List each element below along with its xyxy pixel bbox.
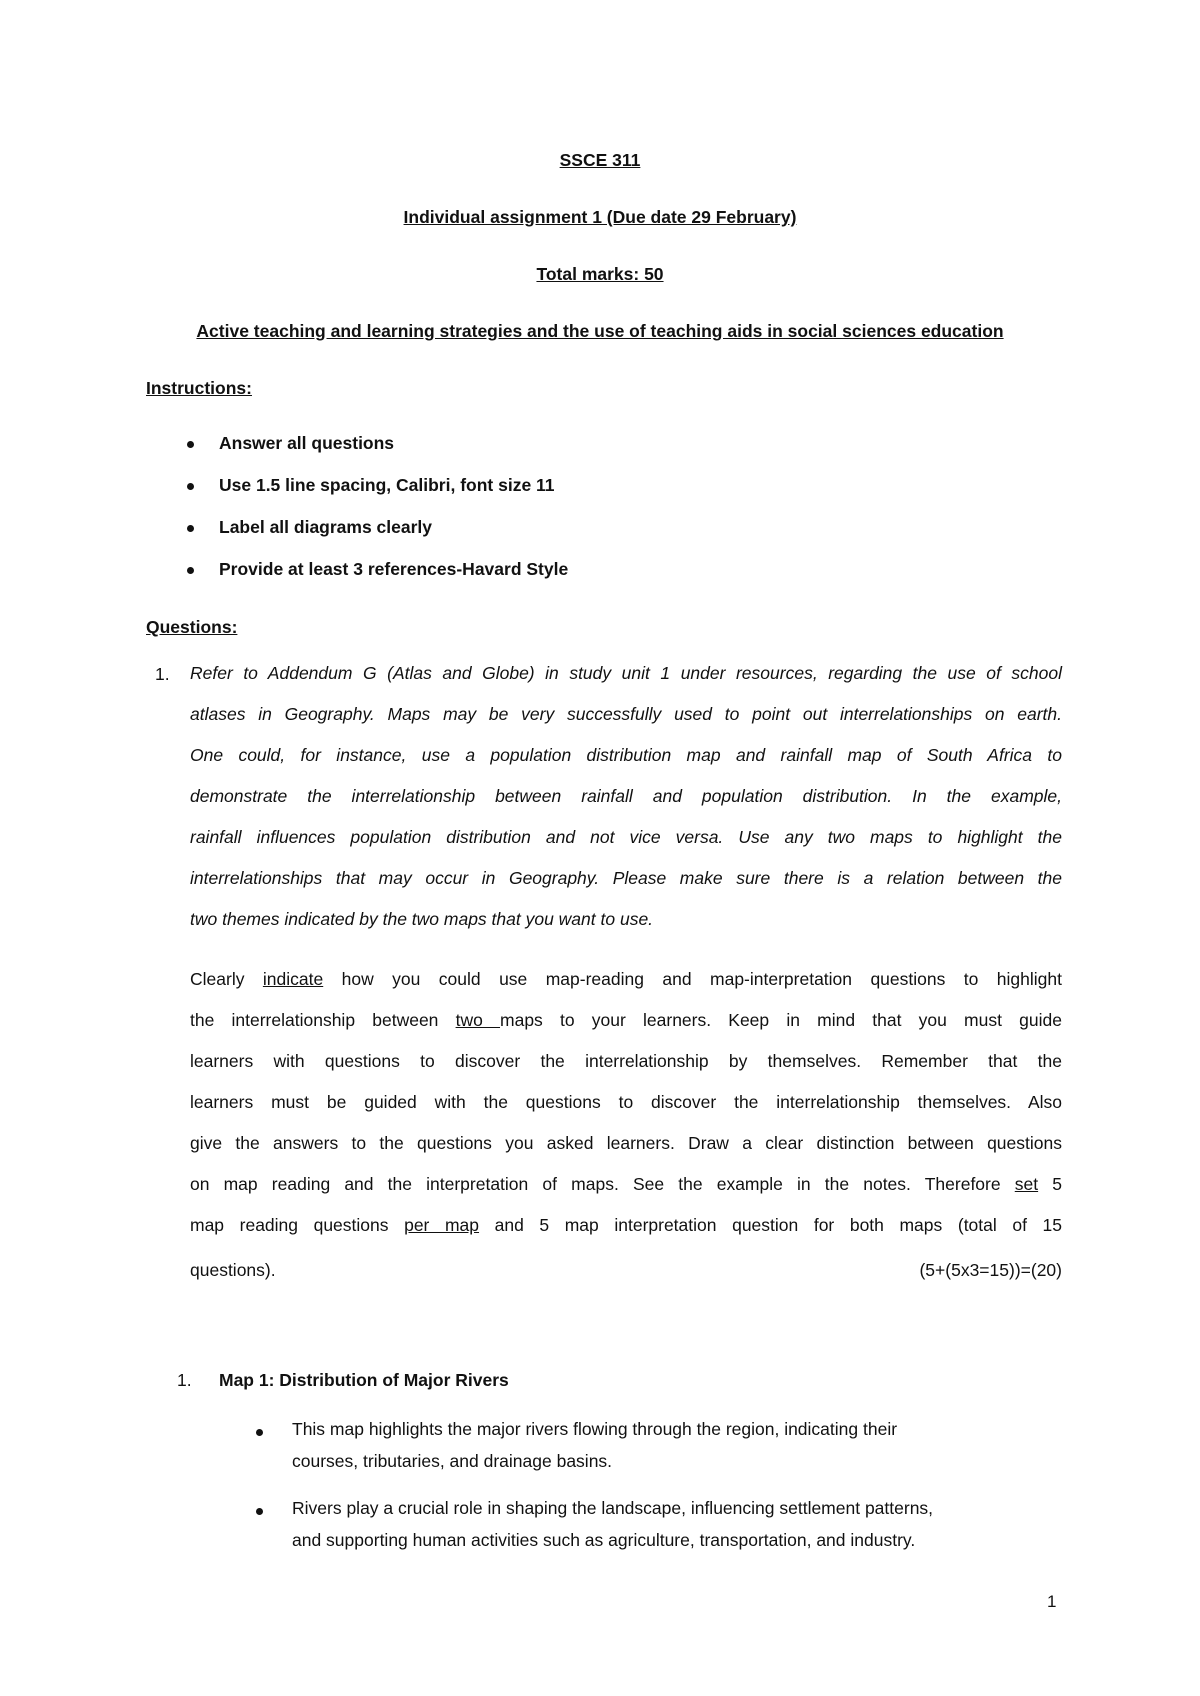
marks-allocation: (5+(5x3=15))=(20)	[919, 1260, 1062, 1280]
instructions-heading: Instructions:	[146, 378, 252, 398]
text-line: Clearly indicate how you could use map-reading and map-interpretation questions to highlight	[190, 969, 1062, 989]
text-line: This map highlights the major rivers flowing through the region, indicating their	[292, 1419, 898, 1439]
underlined-word: set	[1014, 1174, 1039, 1194]
course-code: SSCE 311	[559, 150, 641, 170]
text-line: courses, tributaries, and drainage basins.	[292, 1451, 613, 1471]
bullet-dot-icon	[187, 567, 194, 574]
questions-heading: Questions:	[146, 617, 238, 637]
text-line: give the answers to the questions you asked learners. Draw a clear distinction between questions	[190, 1133, 1062, 1153]
bullet-dot-icon	[187, 441, 194, 448]
text-line: and supporting human activities such as agriculture, transportation, and industry.	[292, 1530, 916, 1550]
text-line: learners must be guided with the questions to discover the interrelationship themselves. Also	[190, 1092, 1062, 1112]
text-line: rainfall influences population distribution and not vice versa. Use any two maps to highlight the	[190, 827, 1062, 847]
underlined-word: per map	[404, 1215, 480, 1235]
instruction-item: Answer all questions	[219, 433, 395, 453]
text-line: atlases in Geography. Maps may be very successfully used to point out interrelationships on earth.	[190, 704, 1062, 724]
question-1-text	[190, 653, 1062, 940]
question-number: 1.	[155, 664, 170, 684]
text-line: One could, for instance, use a population distribution map and rainfall map of South Africa to	[190, 745, 1062, 765]
text-line: map reading questions per map and 5 map interpretation question for both maps (total of 15	[190, 1215, 1063, 1235]
bullet-dot-icon	[256, 1508, 263, 1515]
bullet-dot-icon	[187, 483, 194, 490]
answer-number: 1.	[177, 1370, 192, 1390]
text-line: the interrelationship between two maps to your learners. Keep in mind that you must guide	[190, 1010, 1062, 1030]
topic-title: Active teaching and learning strategies and the use of teaching aids in social sciences education	[196, 321, 1004, 341]
text-line: on map reading and the interpretation of maps. See the example in the notes. Therefore set 5	[190, 1174, 1062, 1194]
text-line: interrelationships that may occur in Geography. Please make sure there is a relation between the	[190, 868, 1062, 888]
assignment-title: Individual assignment 1 (Due date 29 February)	[403, 207, 797, 227]
page-number: 1	[1047, 1592, 1057, 1611]
underlined-word: two	[455, 1010, 501, 1030]
instruction-item: Label all diagrams clearly	[219, 517, 433, 537]
text-line: learners with questions to discover the interrelationship by themselves. Remember that the	[190, 1051, 1062, 1071]
map-bullet	[292, 1492, 1062, 1556]
map-bullet	[292, 1413, 1062, 1477]
instruction-item: Use 1.5 line spacing, Calibri, font size 11	[219, 475, 555, 495]
text-line: Refer to Addendum G (Atlas and Globe) in study unit 1 under resources, regarding the use of school	[190, 663, 1062, 683]
total-marks: Total marks: 50	[536, 264, 664, 284]
bullet-dot-icon	[256, 1429, 263, 1436]
text-line: two themes indicated by the two maps that you want to use.	[190, 909, 654, 929]
bullet-dot-icon	[187, 525, 194, 532]
underlined-word: indicate	[262, 969, 324, 989]
question-1-instructions	[190, 959, 1062, 1246]
text-line: questions).	[190, 1260, 276, 1280]
map-title: Map 1: Distribution of Major Rivers	[219, 1370, 509, 1390]
text-line: Rivers play a crucial role in shaping the landscape, influencing settlement patterns,	[292, 1498, 934, 1518]
instruction-item: Provide at least 3 references-Havard Style	[219, 559, 569, 579]
text-line: demonstrate the interrelationship between rainfall and population distribution. In the example,	[190, 786, 1062, 806]
